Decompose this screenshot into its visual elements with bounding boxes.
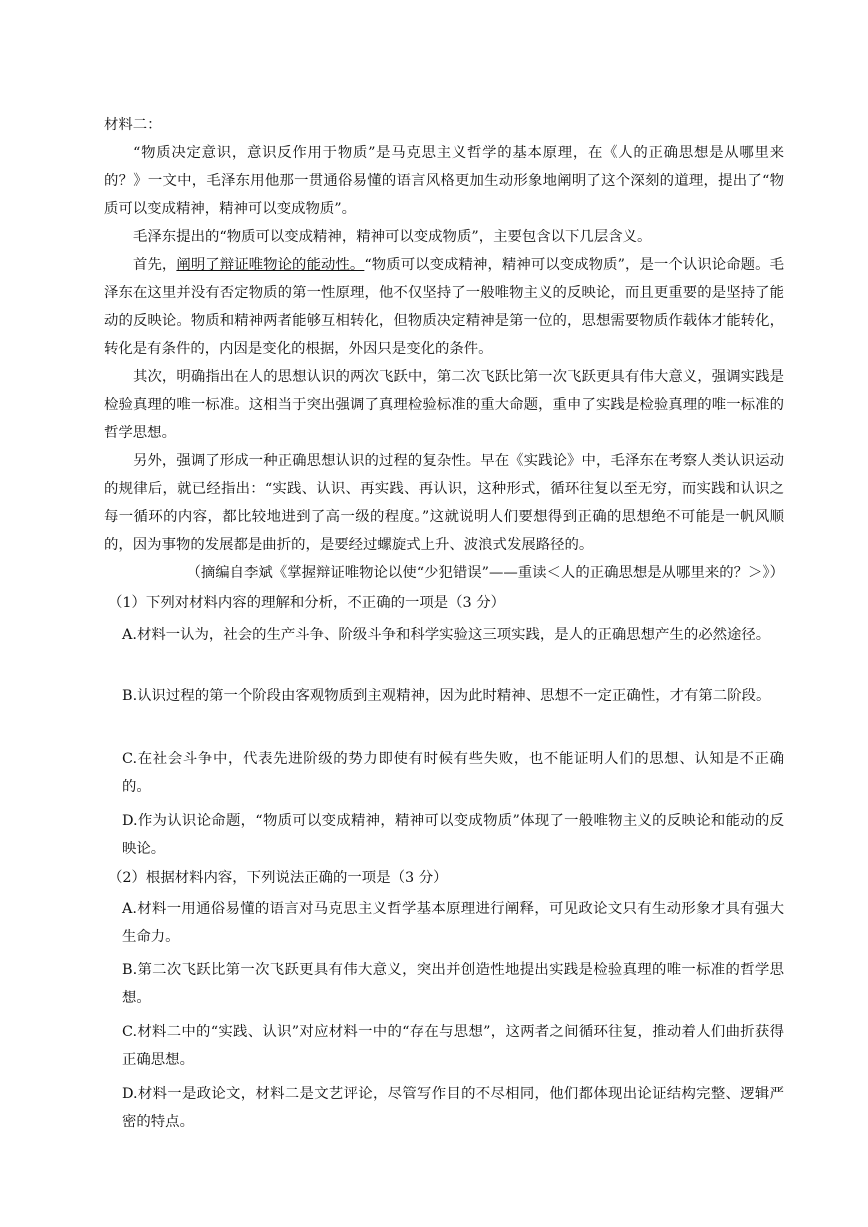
- paragraph-3-lead: 首先，: [133, 257, 177, 273]
- material-paragraph-2: 毛泽东提出的“物质可以变成精神，精神可以变成物质”，主要包含以下几层含义。: [133, 229, 652, 245]
- paragraph-3-rest: “物质可以变成精神，精神可以变成物质”，是一个认识论命题。毛泽东在这里并没有否定物质的第一性原理，他不仅坚持了一般唯物主义的反映论，而且更重要的是坚持了能动的反映论。物质和精神两者能够互相转化，但物质决定精神是第一位的，思想需要物质作载体才能转化，转化是有条件的，内因是变化的根据，外因只是变化的条件。: [104, 257, 784, 357]
- question-2-option-b: B.第二次飞跃比第一次飞跃更具有伟大意义，突出并创造性地提出实践是检验真理的唯一标准的哲学思想。: [122, 962, 784, 1006]
- question-1-title: （1）下列对材料内容的理解和分析，不正确的一项是（3 分）: [108, 595, 506, 611]
- question-1-option-d: D.作为认识论命题，“物质可以变成精神，精神可以变成物质”体现了一般唯物主义的反映论和能动的反映论。: [122, 813, 784, 857]
- material-heading: 材料二：: [104, 117, 162, 133]
- question-1-option-b: B.认识过程的第一个阶段由客观物质到主观精神，因为此时精神、思想不一定正确性，才有第二阶段。: [122, 688, 771, 704]
- question-2-option-c: C.材料二中的“实践、认识”对应材料一中的“存在与思想”，这两者之间循环往复，推动着人们曲折获得正确思想。: [122, 1024, 784, 1068]
- material-paragraph-5: 另外，强调了形成一种正确思想认识的过程的复杂性。早在《实践论》中，毛泽东在考察人类认识运动的规律后，就已经指出：“实践、认识、再实践、再认识，这种形式，循环往复以至无穷，而实践和认识之每一循环的内容，都比较地进到了高一级的程度。”这就说明人们要想得到正确的思想绝不可能是一帆风顺的，因为事物的发展都是曲折的，是要经过螺旋式上升、波浪式发展路径的。: [104, 453, 784, 553]
- underlined-key-sentence: 阐明了辩证唯物论的能动性。: [176, 257, 365, 273]
- question-2-title: （2）根据材料内容，下列说法正确的一项是（3 分）: [108, 870, 448, 886]
- question-1-option-c: C.在社会斗争中，代表先进阶级的势力即使有时候有些失败，也不能证明人们的思想、认知是不正确的。: [122, 751, 784, 795]
- question-2-option-a: A.材料一用通俗易懂的语言对马克思主义哲学基本原理进行阐释，可见政论文只有生动形象才具有强大生命力。: [122, 901, 784, 945]
- question-2-option-d: D.材料一是政论文，材料二是文艺评论，尽管写作目的不尽相同，他们都体现出论证结构完整、逻辑严密的特点。: [122, 1086, 784, 1130]
- material-paragraph-1: “物质决定意识，意识反作用于物质”是马克思主义哲学的基本原理，在《人的正确思想是从哪里来的？》一文中，毛泽东用他那一贯通俗易懂的语言风格更加生动形象地阐明了这个深刻的道理，提出了“物质可以变成精神，精神可以变成物质”。: [104, 145, 784, 217]
- material-paragraph-3: [104, 251, 784, 363]
- material-paragraph-4: 其次，明确指出在人的思想认识的两次飞跃中，第二次飞跃比第一次飞跃更具有伟大意义，强调实践是检验真理的唯一标准。这相当于突出强调了真理检验标准的重大命题，重申了实践是检验真理的唯一标准的哲学思想。: [104, 369, 784, 441]
- source-citation: （摘编自李斌《掌握辩证唯物论以使“少犯错误”——重读＜人的正确思想是从哪里来的？＞》）: [186, 565, 784, 581]
- question-1-option-a: A.材料一认为，社会的生产斗争、阶级斗争和科学实验这三项实践，是人的正确思想产生的必然途径。: [122, 627, 771, 643]
